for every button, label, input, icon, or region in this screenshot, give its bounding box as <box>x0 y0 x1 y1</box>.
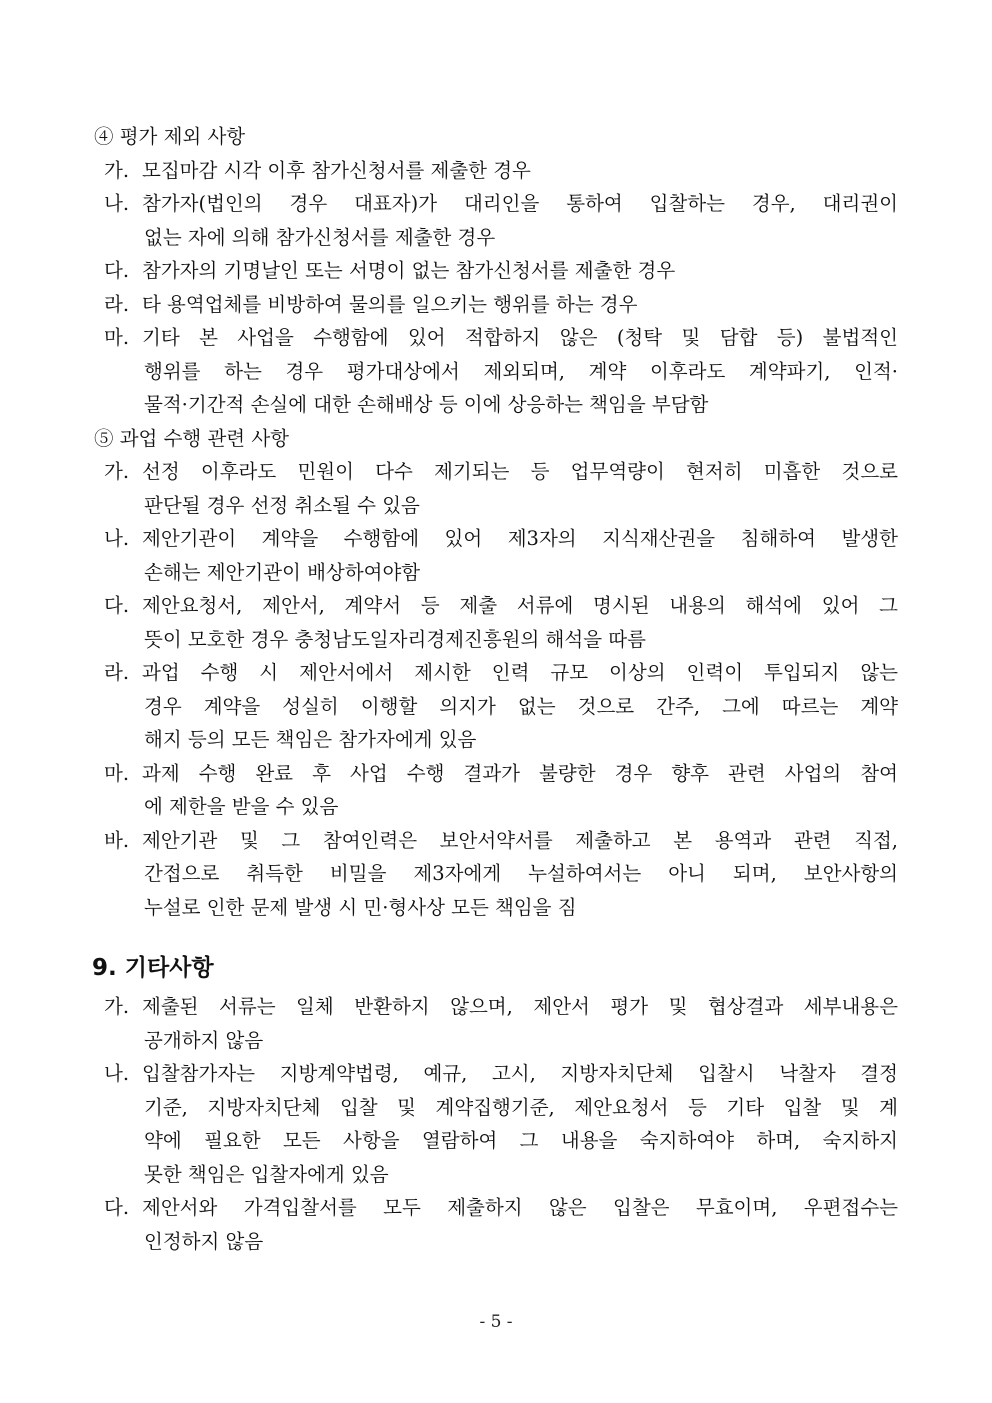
list-item-continuation <box>92 891 898 925</box>
list-item-text: 물적·기간적 손실에 대한 손해배상 등 이에 상응하는 책임을 부담함 <box>144 393 709 416</box>
list-item-continuation <box>92 1024 898 1058</box>
list-item <box>92 187 898 221</box>
list-item-continuation <box>92 623 898 657</box>
list-item <box>92 589 898 623</box>
list-item-marker: 가. <box>104 995 130 1018</box>
list-item-text: 약에 필요한 모든 사항을 열람하여 그 내용을 숙지하여야 하며, 숙지하지 <box>144 1129 898 1152</box>
list-item <box>92 455 898 489</box>
list-item-text: 참가자의 기명날인 또는 서명이 없는 참가신청서를 제출한 경우 <box>142 259 676 282</box>
list-item-marker: 라. <box>104 292 130 316</box>
list-item <box>92 1191 898 1225</box>
list-item <box>92 757 898 791</box>
list-item <box>92 1057 898 1091</box>
list-item-text: 타 용역업체를 비방하여 물의를 일으키는 행위를 하는 경우 <box>142 292 638 316</box>
list-item-continuation <box>92 1124 898 1158</box>
list-item-text: 제안요청서, 제안서, 계약서 등 제출 서류에 명시된 내용의 해석에 있어 그 <box>142 594 898 617</box>
list-item-text: 뜻이 모호한 경우 충청남도일자리경제진흥원의 해석을 따름 <box>144 627 646 651</box>
list-item-text: 선정 이후라도 민원이 다수 제기되는 등 업무역량이 현저히 미흡한 것으로 <box>142 460 898 483</box>
list-item <box>92 656 898 690</box>
list-item <box>92 321 898 355</box>
section-4-heading: ④ 평가 제외 사항 <box>94 125 246 148</box>
list-item <box>92 990 898 1024</box>
list-item-continuation <box>92 1158 898 1192</box>
list-item-text: 없는 자에 의해 참가신청서를 제출한 경우 <box>144 225 496 249</box>
list-item-marker: 가. <box>104 460 130 483</box>
list-item <box>92 254 898 288</box>
section-5-heading: ⑤ 과업 수행 관련 사항 <box>94 426 289 450</box>
list-item-text: 참가자(법인의 경우 대표자)가 대리인을 통하여 입찰하는 경우, 대리권이 <box>142 192 898 215</box>
list-item-text: 행위를 하는 경우 평가대상에서 제외되며, 계약 이후라도 계약파기, 인적· <box>144 359 898 383</box>
list-item-text: 제출된 서류는 일체 반환하지 않으며, 제안서 평가 및 협상결과 세부내용은 <box>142 995 898 1018</box>
list-item-continuation <box>92 355 898 389</box>
list-item-marker: 다. <box>104 259 130 282</box>
list-item <box>92 288 898 322</box>
list-item-marker: 나. <box>104 192 130 215</box>
list-item-text: 기타 본 사업을 수행함에 있어 적합하지 않은 (청탁 및 담합 등) 불법적인 <box>142 326 898 349</box>
list-item-text: 제안기관 및 그 참여인력은 보안서약서를 제출하고 본 용역과 관련 직접, <box>142 828 898 852</box>
section-9-title: 9. 기타사항 <box>92 955 214 981</box>
list-item-marker: 가. <box>104 158 130 182</box>
list-item-continuation <box>92 1091 898 1125</box>
list-item-marker: 라. <box>104 661 130 684</box>
list-item-text: 손해는 제안기관이 배상하여야함 <box>144 560 421 584</box>
list-item-text: 판단될 경우 선정 취소될 수 있음 <box>144 493 420 517</box>
section-9-items <box>92 990 898 1258</box>
list-item-marker: 나. <box>104 527 130 550</box>
list-item-marker: 다. <box>104 594 130 617</box>
list-item-continuation <box>92 857 898 891</box>
list-item-text: 기준, 지방자치단체 입찰 및 계약집행기준, 제안요청서 등 기타 입찰 및 계 <box>144 1095 898 1119</box>
list-item-text: 해지 등의 모든 책임은 참가자에게 있음 <box>144 728 477 751</box>
list-item-continuation <box>92 690 898 724</box>
list-item-text: 간접으로 취득한 비밀을 제3자에게 누설하여서는 아니 되며, 보안사항의 <box>144 862 898 885</box>
list-item <box>92 824 898 858</box>
list-item-text: 제안기관이 계약을 수행함에 있어 제3자의 지식재산권을 침해하여 발생한 <box>142 527 898 550</box>
section-4-items <box>92 154 898 422</box>
list-item-text: 제안서와 가격입찰서를 모두 제출하지 않은 입찰은 무효이며, 우편접수는 <box>142 1196 898 1219</box>
list-item-marker: 마. <box>104 761 130 785</box>
list-item-text: 과제 수행 완료 후 사업 수행 결과가 불량한 경우 향후 관련 사업의 참여 <box>142 761 898 785</box>
list-item-text: 과업 수행 시 제안서에서 제시한 인력 규모 이상의 인력이 투입되지 않는 <box>142 661 898 684</box>
list-item-text: 못한 책임은 입찰자에게 있음 <box>144 1162 389 1186</box>
list-item <box>92 522 898 556</box>
list-item-marker: 바. <box>104 828 130 852</box>
list-item-continuation <box>92 221 898 255</box>
list-item <box>92 154 898 188</box>
list-item-marker: 마. <box>104 326 130 349</box>
list-item-continuation <box>92 489 898 523</box>
page-number: - 5 - <box>479 1312 513 1332</box>
list-item-text: 경우 계약을 성실히 이행할 의지가 없는 것으로 간주, 그에 따르는 계약 <box>144 694 898 718</box>
list-item-text: 입찰참가자는 지방계약법령, 예규, 고시, 지방자치단체 입찰시 낙찰자 결정 <box>142 1062 898 1085</box>
section-5-items <box>92 455 898 924</box>
list-item-continuation <box>92 1225 898 1259</box>
list-item-continuation <box>92 790 898 824</box>
list-item-text: 에 제한을 받을 수 있음 <box>144 795 339 818</box>
list-item-text: 모집마감 시각 이후 참가신청서를 제출한 경우 <box>142 158 531 182</box>
list-item-text: 누설로 인한 문제 발생 시 민·형사상 모든 책임을 짐 <box>144 895 577 919</box>
list-item-marker: 다. <box>104 1196 130 1219</box>
list-item-text: 공개하지 않음 <box>144 1028 264 1052</box>
list-item-marker: 나. <box>104 1062 130 1085</box>
list-item-continuation <box>92 388 898 422</box>
list-item-text: 인정하지 않음 <box>144 1229 264 1253</box>
document-body <box>92 120 898 1258</box>
list-item-continuation <box>92 723 898 757</box>
list-item-continuation <box>92 556 898 590</box>
